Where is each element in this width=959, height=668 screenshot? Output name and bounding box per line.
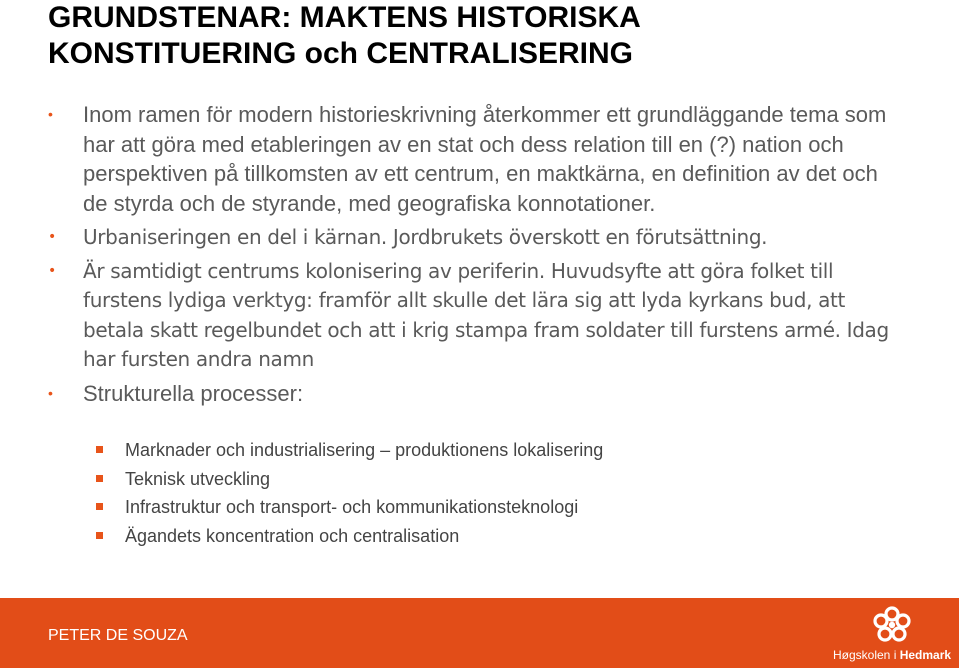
bullet-marker: • xyxy=(48,385,53,402)
sub-bullet-item xyxy=(96,465,896,494)
bullet-text: Urbaniseringen en del i kärnan. Jordbrukets överskott en förutsättning. xyxy=(83,225,768,249)
bullet-text: Är samtidigt centrums kolonisering av periferin. Huvudsyfte att göra folket till furstens lydiga verktyg: framför allt skulle det lära sig att lyda kyrkans bud, att betala skatt regelbundet och att i krig stampa fram soldater till furstens armé. Idag har fursten andra namn xyxy=(83,259,889,371)
college-name-bold: Hedmark xyxy=(899,648,952,662)
bullet-item xyxy=(48,379,898,408)
college-name xyxy=(833,648,951,662)
sub-bullet-item xyxy=(96,493,896,522)
sub-bullet-text: Teknisk utveckling xyxy=(125,468,271,489)
sub-bullet-item xyxy=(96,436,896,465)
sub-bullet-text: Ägandets koncentration och centralisation xyxy=(125,526,460,547)
bullet-item xyxy=(48,100,898,218)
author-name: PETER DE SOUZA xyxy=(48,627,188,644)
square-bullet-icon xyxy=(96,446,103,453)
sub-bullet-text: Infrastruktur och transport- och kommunikationsteknologi xyxy=(125,497,579,518)
bullet-text: Inom ramen för modern historieskrivning återkommer ett grundläggande tema som har att göra med etableringen av en stat och dess relation till en (?) nation och perspektiven på tillkomsten av ett centrum, en maktkärna, en definition av det och de styrda och de styrande, med geografiska konnotationer. xyxy=(83,102,887,216)
bullet-list xyxy=(48,100,898,413)
college-name-regular: Høgskolen i xyxy=(833,648,900,662)
bullet-marker: • xyxy=(48,263,56,280)
bullet-item xyxy=(48,257,898,374)
square-bullet-icon xyxy=(96,475,103,482)
bullet-text: Strukturella processer: xyxy=(83,381,304,407)
sub-bullet-item xyxy=(96,522,896,551)
bullet-item xyxy=(48,223,898,252)
sub-bullet-text: Marknader och industrialisering – produktionens lokalisering xyxy=(125,440,604,460)
title-line-2: KONSTITUERING och CENTRALISERING xyxy=(48,37,634,70)
square-bullet-icon xyxy=(96,532,103,539)
slide-title xyxy=(48,0,928,72)
footer-bar xyxy=(0,598,959,668)
title-line-1: GRUNDSTENAR: MAKTENS HISTORISKA xyxy=(48,1,641,34)
square-bullet-icon xyxy=(96,503,103,510)
sub-bullet-list xyxy=(96,436,896,551)
college-logo-icon xyxy=(872,606,912,646)
bullet-marker: • xyxy=(48,106,53,122)
bullet-marker: • xyxy=(48,229,56,245)
